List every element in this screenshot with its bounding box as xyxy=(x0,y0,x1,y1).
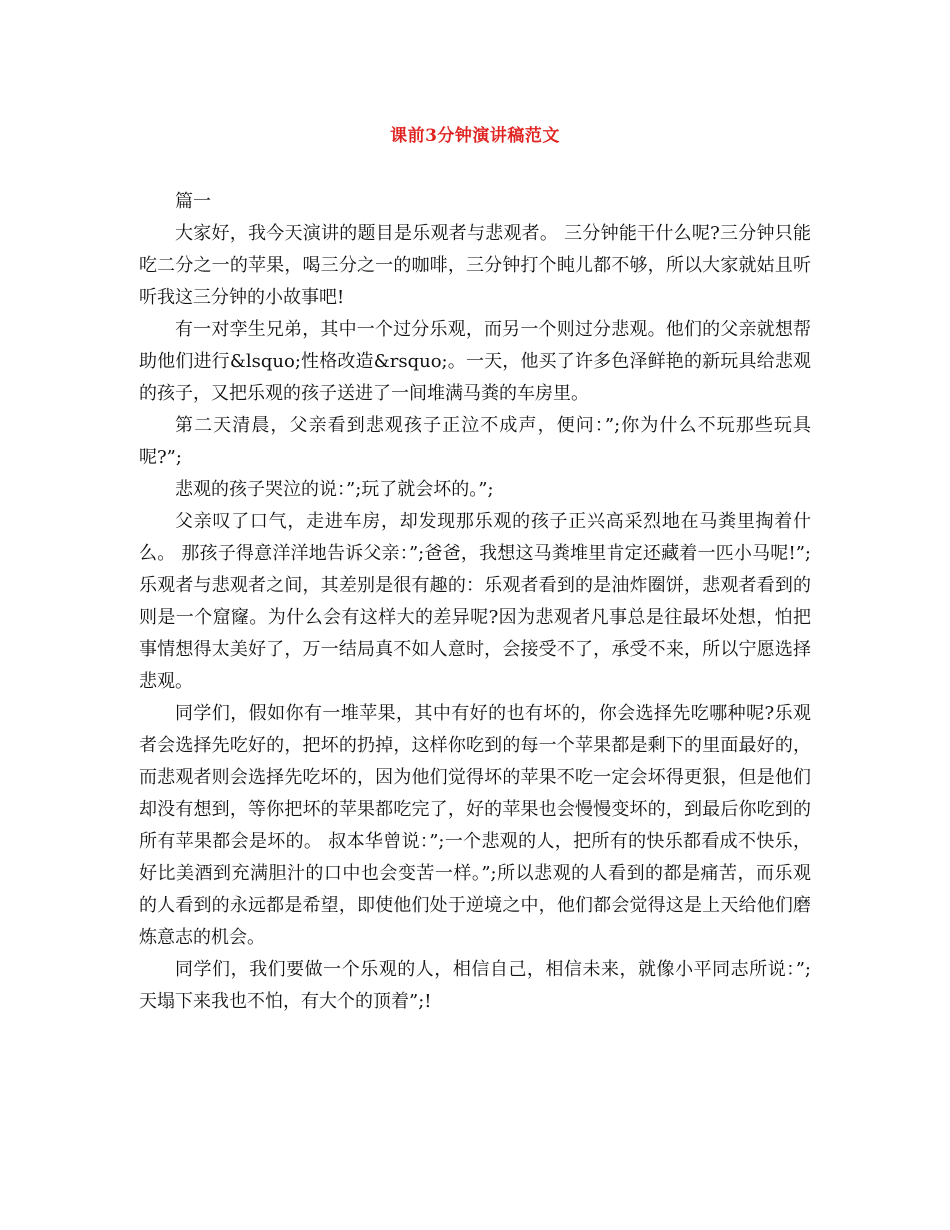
paragraph: 父亲叹了口气，走进车房，却发现那乐观的孩子正兴高采烈地在马粪里掏着什么。 那孩子得意洋洋地告诉父亲：”;爸爸，我想这马粪堆里肯定还藏着一匹小马呢!”; 乐观者与悲观者之间，其差别是很有趣的：乐观者看到的是油炸圈饼，悲观者看到的则是一个窟窿。为什么会有这样大的差异呢?因为悲观者凡事总是往最坏处想，怕把事情想得太美好了，万一结局真不如人意时，会接受不了，承受不来，所以宁愿选择悲观。 xyxy=(139,511,811,692)
paragraph: 第二天清晨，父亲看到悲观孩子正泣不成声，便问：”;你为什么不玩那些玩具呢?”; xyxy=(139,415,811,468)
paragraph: 悲观的孩子哭泣的说：”;玩了就会坏的。”; xyxy=(175,479,494,500)
paragraph: 同学们，假如你有一堆苹果，其中有好的也有坏的，你会选择先吃哪种呢?乐观者会选择先吃好的，把坏的扔掉，这样你吃到的每一个苹果都是剩下的里面最好的，而悲观者则会选择先吃坏的，因为他们觉得坏的苹果不吃一定会坏得更狠，但是他们却没有想到，等你把坏的苹果都吃完了，好的苹果也会慢慢变坏的，到最后你吃到的所有苹果都会是坏的。 叔本华曾说：”;一个悲观的人，把所有的快乐都看成不快乐，好比美酒到充满胆汁的口中也会变苦一样。”;所以悲观的人看到的都是痛苦，而乐观的人看到的永远都是希望，即使他们处于逆境之中，他们都会觉得这是上天给他们磨炼意志的机会。 xyxy=(139,703,811,948)
document-title: 课前3分钟演讲稿范文 xyxy=(390,126,560,146)
paragraph: 大家好，我今天演讲的题目是乐观者与悲观者。 三分钟能干什么呢?三分钟只能吃二分之一的苹果，喝三分之一的咖啡，三分钟打个盹儿都不够，所以大家就姑且听听我这三分钟的小故事吧! xyxy=(139,223,811,308)
paragraph-section-label: 篇一 xyxy=(175,191,211,212)
paragraph: 同学们，我们要做一个乐观的人，相信自己，相信未来，就像小平同志所说：”;天塌下来我也不怕，有大个的顶着”;! xyxy=(139,959,811,1012)
paragraph: 有一对孪生兄弟，其中一个过分乐观，而另一个则过分悲观。他们的父亲就想帮助他们进行&lsquo;性格改造&rsquo;。一天，他买了许多色泽鲜艳的新玩具给悲观的孩子，又把乐观的孩子送进了一间堆满马粪的车房里。 xyxy=(139,319,811,404)
document-body xyxy=(139,186,811,1018)
